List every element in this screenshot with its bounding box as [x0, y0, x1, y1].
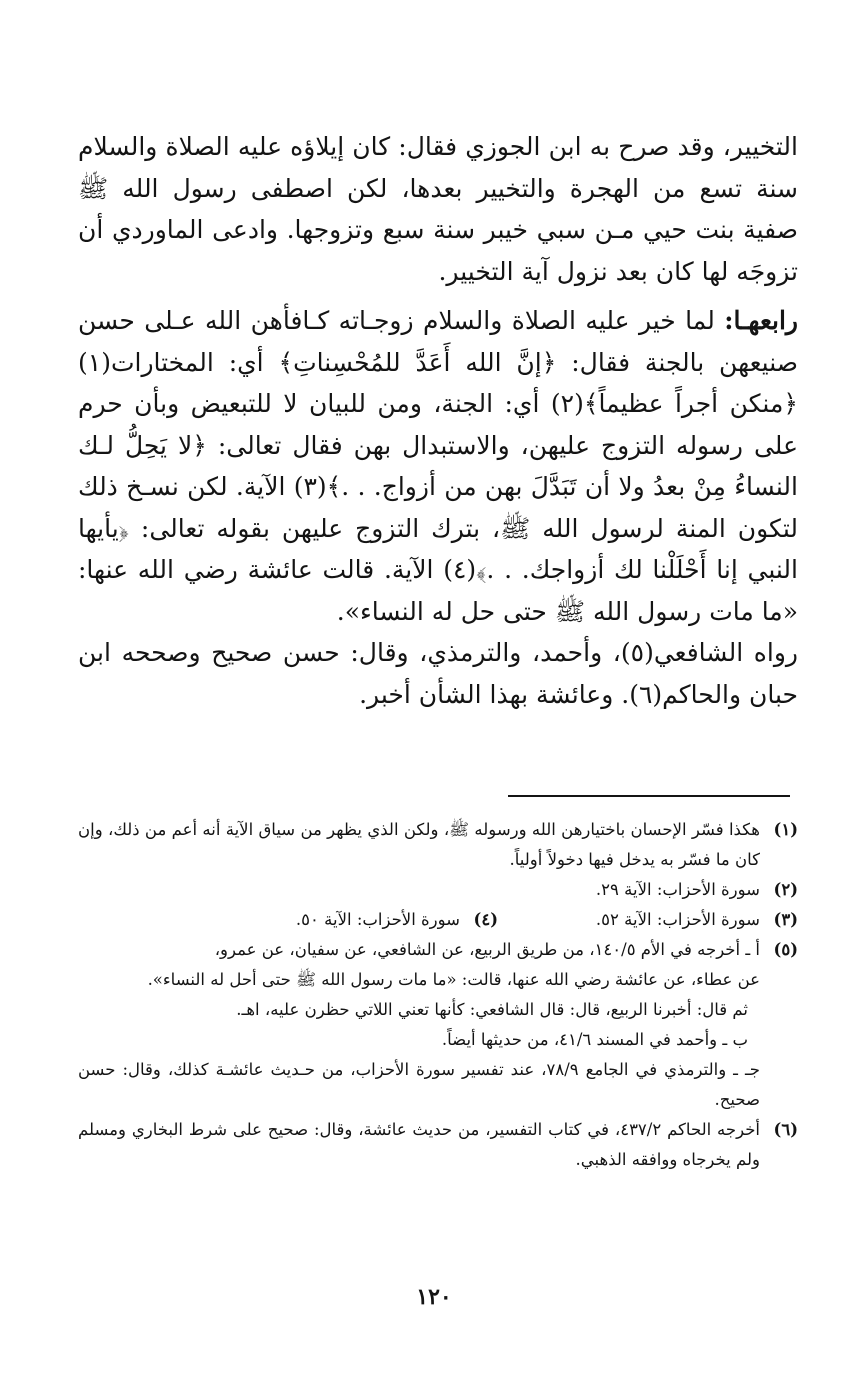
footnote-5-part-c: جـ ـ والترمذي في الجامع ٧٨/٩، عند تفسير سورة الأحزاب، من حـديث عائشـة كذلك، وقال: حسن صحيح. — [78, 1060, 761, 1109]
footnotes-3-and-4 — [78, 905, 798, 935]
main-body-text — [78, 126, 798, 715]
footnote-1 — [78, 815, 798, 875]
footnote-number: (١) — [773, 820, 798, 839]
footnote-number: (٢) — [773, 880, 798, 899]
footnote-number: (٦) — [773, 1120, 798, 1139]
footnote-number: (٣) — [773, 910, 798, 929]
paragraph-lead-heading: رابعهـا: — [724, 306, 798, 335]
footnote-number: (٤) — [473, 910, 498, 929]
footnote-5-part-a-line2: عن عطاء، عن عائشة رضي الله عنها، قالت: «ما مات رسول الله ﷺ حتى أحل له النساء». — [147, 970, 760, 989]
footnote-text: سورة الأحزاب: الآية ٥٢. — [595, 910, 760, 929]
footnote-text: هكذا فسّر الإحسان باختيارهن الله ورسوله ﷺ، ولكن الذي يظهر من سياق الآية أنه أعم من ذلك، وإن كان ما فسّر به يدخل فيها دخولاً أولياً. — [78, 820, 760, 869]
paragraph-narration: رواه الشافعي(٥)، وأحمد، والترمذي، وقال: حسن صحيح وصححه ابن حبان والحاكم(٦). وعائشة بهذا الشأن أخبر. — [78, 638, 798, 709]
footnote-6 — [78, 1115, 798, 1175]
footnote-5 — [78, 935, 798, 1115]
footnote-text: سورة الأحزاب: الآية ٢٩. — [595, 880, 760, 899]
footnote-5-part-a-line1: أ ـ أخرجه في الأم ١٤٠/٥، من طريق الربيع، عن الشافعي، عن سفيان، عن عمرو، — [214, 940, 760, 959]
footnote-5-body — [78, 935, 760, 1115]
footnote-5-part-a-line3: ثم قال: أخبرنا الربيع، قال: قال الشافعي: كأنها تعني اللاتي حظرن عليه، اهـ. — [236, 1000, 748, 1019]
paragraph-fourth-point — [78, 300, 798, 632]
paragraph-takhyir-dating: التخيير، وقد صرح به ابن الجوزي فقال: كان إيلاؤه عليه الصلاة والسلام سنة تسع من الهجرة والتخيير بعدها، لكن اصطفى رسول الله ﷺ صفية بنت حيي مـن سبي خيبر سنة سبع وتزوجها. وادعى الماوردي أن تزوجَه لها كان بعد نزول آية التخيير. — [78, 132, 798, 286]
footnote-3 — [498, 905, 798, 935]
footnote-5-part-b: ب ـ وأحمد في المسند ٤١/٦، من حديثها أيضاً. — [441, 1030, 748, 1049]
paragraph-fourth-point-text: لما خير عليه الصلاة والسلام زوجـاته كـافأهن الله عـلى حسن صنيعهن بالجنة فقال: ﴿إنَّ الله أَعَدَّ للمُحْسِناتِ﴾ أي: المختارات(١) ﴿منكن أجراً عظيماً﴾(٢) أي: الجنة، ومن للبيان لا للتبعيض وبأن حرم على رسوله التزوج عليهن، والاستبدال بهن فقال تعالى: ﴿لا يَحِلُّ لـك النساءُ مِنْ بعدُ ولا أن تَبَدَّلَ بهن من أزواج. . .﴾(٣) الآية. لكن نسـخ ذلك لتكون المنة لرسول الله ﷺ، بترك التزوج عليهن بقوله تعالى: ﴿يأيها النبي إنا أَحْلَلْنا لك أزواجك. . .﴾(٤) الآية. قالت عائشة رضي الله عنها: «ما مات رسول الله ﷺ حتى حل له النساء». — [78, 306, 798, 626]
footnote-4 — [296, 905, 498, 935]
footnote-2 — [78, 875, 798, 905]
footnote-divider — [508, 795, 790, 797]
page-number: ١٢٠ — [416, 1284, 452, 1310]
footnotes-section — [78, 815, 798, 1175]
footnote-text: سورة الأحزاب: الآية ٥٠. — [295, 910, 460, 929]
footnote-number: (٥) — [773, 940, 798, 959]
footnote-text: أخرجه الحاكم ٤٣٧/٢، في كتاب التفسير، من حديث عائشة، وقال: صحيح على شرط البخاري ومسلم ولم يخرجاه ووافقه الذهبي. — [78, 1120, 760, 1169]
